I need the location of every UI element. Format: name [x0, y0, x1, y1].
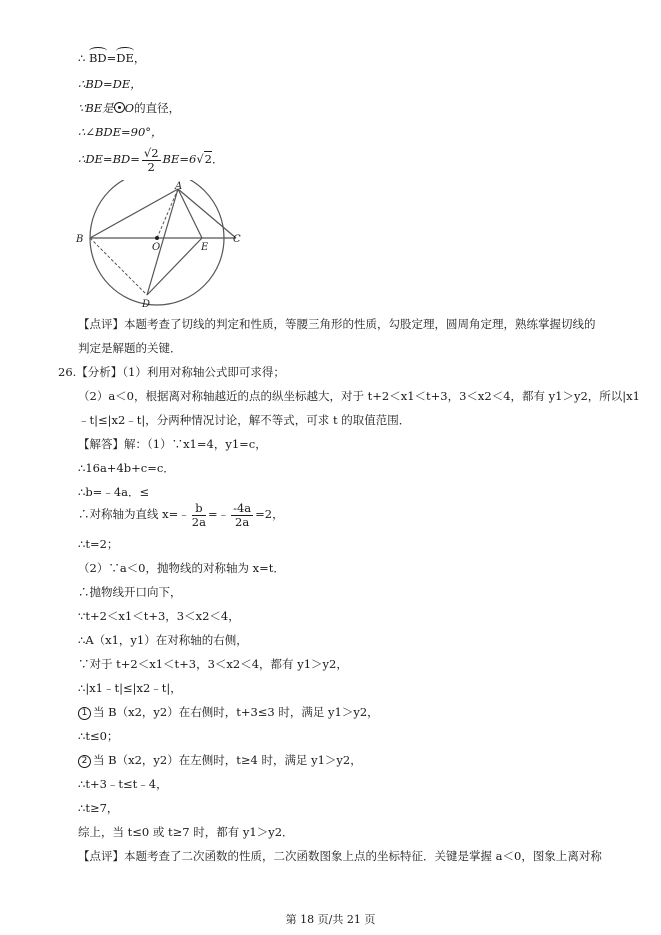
- fraction-sqrt2-over-2: [142, 147, 161, 174]
- fraction-neg4a-over-2a: [231, 502, 253, 529]
- line-ae: [178, 189, 202, 238]
- circled-1-icon: 1: [78, 707, 91, 720]
- comma: ，: [133, 51, 146, 65]
- line-ac: [178, 189, 236, 238]
- comment-line-2: 判定是解题的关键．: [78, 341, 182, 355]
- q26-solution-2: ∴16a+4b+c=c．: [78, 461, 175, 475]
- center-point: [155, 236, 159, 240]
- label-b: B: [76, 234, 84, 245]
- line-bd-de: ∴BD=DE，: [78, 77, 142, 91]
- arc-bd: BD: [88, 51, 107, 65]
- q26-analysis-1: [58, 364, 285, 380]
- line-de-value: [78, 144, 224, 174]
- fraction-b-over-2a: [192, 502, 206, 529]
- sqrt-radicand: 2: [204, 152, 212, 166]
- q26-solution-1: [78, 436, 267, 452]
- frac-num: √2: [143, 145, 159, 160]
- axis-end: =2，: [255, 507, 284, 521]
- line-diameter: [78, 100, 180, 116]
- circled-2-icon: 2: [78, 755, 91, 768]
- frac-den: 2: [147, 159, 155, 174]
- frac-den: 2a: [191, 514, 206, 529]
- analysis-tag: 【分析】: [76, 365, 123, 379]
- q26-solution-16: ∴t≥7，: [78, 801, 119, 815]
- label-c: C: [233, 234, 241, 245]
- q26-solution-3: ∴b=﹣4a．≤: [78, 485, 150, 499]
- line-arc-equal: ∴ BD=DE，: [78, 51, 146, 65]
- q26-analysis-3: ﹣t|≤|x2﹣t|，分两种情况讨论，解不等式，可求 t 的取值范围．: [78, 413, 411, 427]
- diameter-pre: ∵BE是: [78, 101, 114, 115]
- solution-text-1: 解：（1）∵x1=4，y1=c，: [124, 437, 267, 451]
- comment-text: 本题考查了二次函数的性质，二次函数图象上点的坐标特征．关键是掌握 a＜0，图象上离对称: [124, 849, 602, 863]
- case-1-text: 当 B（x2，y2）在右侧时，t+3≤3 时，满足 y1＞y2，: [93, 705, 379, 719]
- line-ba: [90, 189, 178, 238]
- axis-mid: =﹣: [207, 507, 230, 521]
- arc-de: DE: [116, 51, 134, 65]
- q26-solution-5: ∴t=2；: [78, 537, 119, 551]
- geometry-figure: [70, 180, 250, 310]
- q26-number: 26.: [58, 365, 77, 379]
- line-bd: [90, 238, 147, 295]
- frac-den: 2a: [235, 514, 250, 529]
- q26-analysis-2: （2）a＜0，根据离对称轴越近的点的纵坐标越大，对于 t+2＜x1＜t+3，3＜x2＜4，都有 y1＞y2，所以|x1: [78, 389, 640, 403]
- q26-solution-4: [78, 498, 284, 530]
- q26-solution-7: ∴抛物线开口向下，: [78, 585, 182, 599]
- analysis-text-1: （1）利用对称轴公式即可求得；: [122, 365, 285, 379]
- line-oa: [157, 189, 178, 238]
- frac-num: b: [192, 502, 206, 516]
- label-o: O: [152, 242, 161, 253]
- solution-tag: 【解答】: [78, 437, 124, 451]
- circle-o-label: O: [124, 101, 135, 115]
- q26-solution-11: ∴|x1﹣t|≤|x2﹣t|，: [78, 681, 182, 695]
- eq-sign: =: [106, 51, 117, 65]
- q26-case-1: [78, 704, 379, 720]
- q26-solution-9: ∴A（x1，y1）在对称轴的右侧，: [78, 633, 248, 647]
- q26-case-2: [78, 752, 362, 768]
- label-d: D: [142, 299, 151, 310]
- de-pre: ∴DE=BD=: [78, 152, 140, 166]
- sqrt-sign: √: [196, 152, 204, 166]
- comment-text-1: 本题考查了切线的判定和性质，等腰三角形的性质，勾股定理，圆周角定理，熟练掌握切线的: [124, 317, 596, 331]
- label-a: A: [175, 181, 183, 192]
- q26-solution-13: ∴t≤0；: [78, 729, 119, 743]
- q26-solution-17: 综上，当 t≤0 或 t≥7 时，都有 y1＞y2．: [78, 825, 294, 839]
- q26-comment: [78, 848, 602, 864]
- q26-solution-8: ∵t+2＜x1＜t+3，3＜x2＜4，: [78, 609, 240, 623]
- comment-line-1: [78, 316, 596, 332]
- diameter-post: 的直径，: [134, 101, 181, 115]
- q26-solution-6: （2）∵a＜0，抛物线的对称轴为 x=t．: [78, 561, 285, 575]
- q26-solution-15: ∴t+3﹣t≤t﹣4，: [78, 777, 168, 791]
- circle-symbol-icon: [114, 102, 125, 113]
- page-footer: 第 18 页/共 21 页: [285, 913, 376, 926]
- case-2-text: 当 B（x2，y2）在左侧时，t≥4 时，满足 y1＞y2，: [93, 753, 362, 767]
- label-e: E: [201, 242, 209, 253]
- comment-tag: 【点评】: [78, 317, 124, 331]
- axis-pre: ∴对称轴为直线 x=﹣: [78, 507, 190, 521]
- period: ．: [212, 152, 224, 166]
- de-mid: BE=6: [162, 152, 197, 166]
- comment-tag: 【点评】: [78, 849, 124, 863]
- q26-solution-10: ∵对于 t+2＜x1＜t+3，3＜x2＜4，都有 y1＞y2，: [78, 657, 348, 671]
- frac-num: -4a: [233, 500, 252, 515]
- line-right-angle: ∴∠BDE=90°，: [78, 125, 163, 139]
